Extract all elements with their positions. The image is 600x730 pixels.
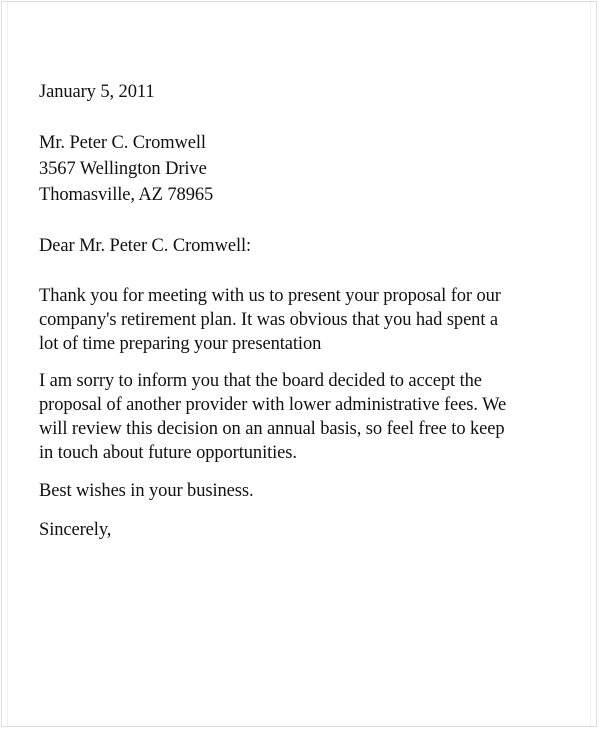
paragraph-line: lot of time preparing your presentation (39, 334, 322, 354)
paragraph-thanks (39, 284, 569, 356)
date-text: January 5, 2011 (39, 82, 155, 102)
paragraph-decision (39, 369, 569, 465)
paragraph-line: will review this decision on an annual basis, so feel free to keep (39, 419, 505, 439)
paragraph-line: in touch about future opportunities. (39, 443, 297, 463)
paragraph-line: Thank you for meeting with us to present your proposal for our (39, 286, 501, 306)
recipient-name: Mr. Peter C. Cromwell (39, 133, 206, 153)
recipient-city-state-zip: Thomasville, AZ 78965 (39, 185, 214, 205)
page-edge-left (7, 2, 8, 726)
paragraph-line: proposal of another provider with lower administrative fees. We (39, 395, 507, 415)
paragraph-line: company's retirement plan. It was obvious that you had spent a (39, 310, 499, 330)
closing-wish (39, 478, 569, 504)
salutation (39, 233, 569, 259)
sign-off (39, 517, 569, 543)
recipient-address (39, 130, 569, 208)
paragraph-line: I am sorry to inform you that the board decided to accept the (39, 371, 482, 391)
letter-date (39, 79, 569, 105)
recipient-street: 3567 Wellington Drive (39, 159, 207, 179)
page-edge-right (590, 2, 591, 726)
salutation-text: Dear Mr. Peter C. Cromwell: (39, 236, 252, 256)
closing-wish-text: Best wishes in your business. (39, 481, 254, 501)
sign-off-text: Sincerely, (39, 520, 112, 540)
letter-body (39, 79, 569, 543)
